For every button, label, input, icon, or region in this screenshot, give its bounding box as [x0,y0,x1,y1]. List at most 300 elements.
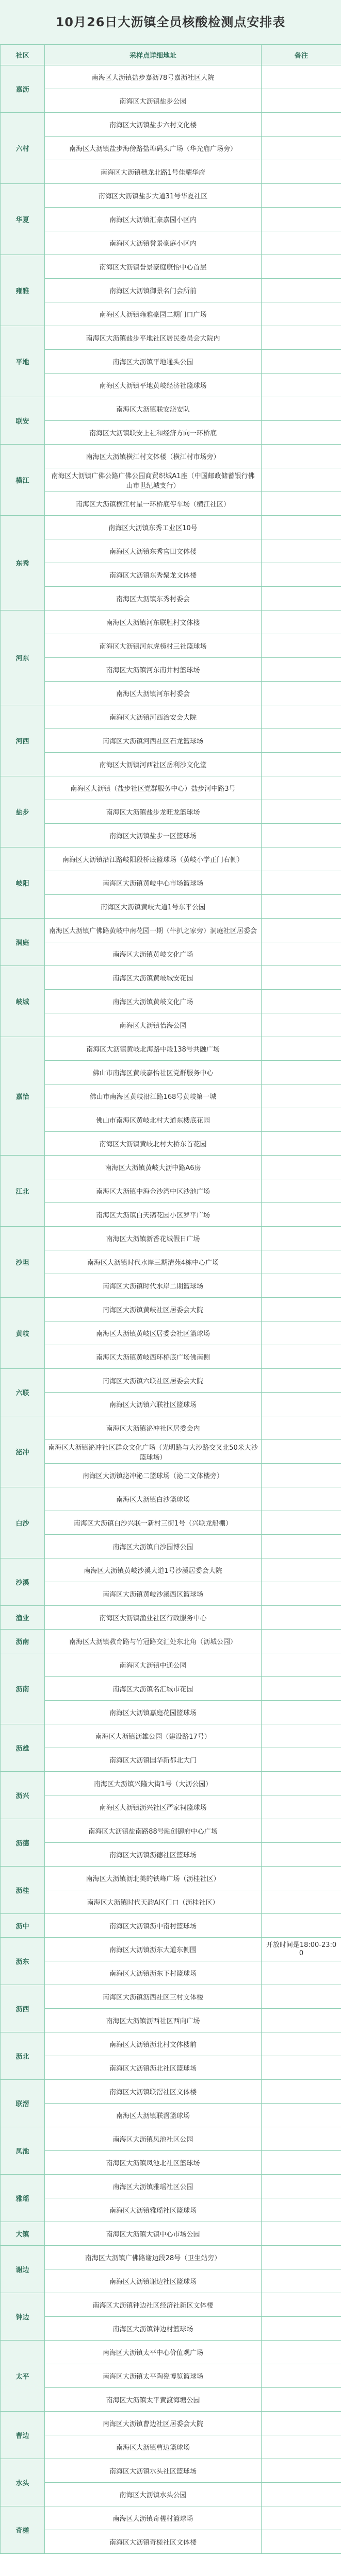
note-cell [262,705,341,729]
address-cell: 南海区大沥镇沥中南村篮球场 [45,1914,262,1938]
address-cell: 南海区大沥镇平地黄岐经济社篮球场 [45,374,262,397]
note-cell [262,1179,341,1203]
note-cell [262,492,341,516]
note-cell [262,1108,341,1132]
address-cell: 南海区大沥镇联安泌安队 [45,397,262,421]
note-cell [262,1582,341,1606]
note-cell [262,468,341,492]
table-row [1,966,341,990]
table-row [1,2293,341,2317]
address-cell: 南海区大沥镇中通公园 [45,1653,262,1677]
table-row [1,919,341,942]
address-cell: 南海区大沥镇沥西社区三村文体楼 [45,1985,262,2009]
community-cell: 雍雅 [1,255,45,326]
table-row [1,1487,341,1511]
table-row [1,445,341,468]
address-cell: 南海区大沥镇太平黄渡海塘公园 [45,2388,262,2412]
table-row [1,2364,341,2388]
note-cell [262,279,341,302]
table-row [1,2483,341,2506]
table-row [1,1132,341,1156]
table-row [1,539,341,563]
community-cell: 太平 [1,2341,45,2412]
address-cell: 南海区大沥镇六联社区居委会大院 [45,1369,262,1393]
address-cell: 佛山市南海区黄岐沿江路168号黄岐第一城 [45,1084,262,1108]
note-cell [262,1724,341,1748]
note-cell [262,2506,341,2530]
address-cell: 南海区大沥镇东秀官田文体楼 [45,539,262,563]
note-cell [262,1914,341,1938]
address-cell: 南海区大沥镇白沙园博公园 [45,1535,262,1558]
address-cell: 南海区大沥镇黄岐沙溪大道1号沙溪居委会大院 [45,1558,262,1582]
community-cell: 横江 [1,445,45,516]
community-cell: 盐步 [1,776,45,848]
table-row [1,705,341,729]
address-cell: 南海区大沥镇沥德社区篮球场 [45,1843,262,1867]
note-cell [262,2388,341,2412]
note-cell [262,539,341,563]
table-row [1,1061,341,1084]
community-cell: 岐城 [1,966,45,1037]
table-row [1,1772,341,1795]
note-cell [262,1345,341,1369]
table-row [1,895,341,919]
note-cell [262,2412,341,2435]
address-cell: 南海区大沥镇东秀工业区10号 [45,516,262,539]
community-cell: 六村 [1,113,45,184]
table-row [1,2009,341,2032]
table-row [1,397,341,421]
note-cell [262,1037,341,1061]
address-cell: 南海区大沥镇奇槎社区文体楼 [45,2530,262,2554]
note-cell [262,2080,341,2104]
note-cell [262,2483,341,2506]
community-cell: 白沙 [1,1487,45,1558]
note-cell [262,1772,341,1795]
address-cell: 南海区大沥镇凤池北社区篮球场 [45,2151,262,2175]
note-cell [262,65,341,89]
table-row [1,160,341,184]
table-row [1,2056,341,2080]
note-cell [262,1156,341,1179]
table-row [1,65,341,89]
community-cell: 沙溪 [1,1558,45,1606]
note-cell [262,800,341,824]
note-cell [262,1250,341,1274]
note-cell [262,2341,341,2364]
table-row [1,1156,341,1179]
note-cell [262,2222,341,2246]
note-cell [262,1274,341,1298]
header-community: 社区 [1,45,45,65]
community-cell: 嘉沥 [1,65,45,113]
table-row [1,208,341,231]
table-row [1,800,341,824]
community-cell: 水头 [1,2459,45,2506]
table-row [1,1630,341,1653]
note-cell [262,871,341,895]
note-cell [262,1511,341,1535]
table-row [1,942,341,966]
table-row [1,1393,341,1416]
table-row [1,2151,341,2175]
community-cell: 六联 [1,1369,45,1416]
address-cell: 南海区大沥镇誉景豪庭康怡中心首层 [45,255,262,279]
community-cell: 沥雄 [1,1724,45,1772]
address-cell: 南海区大沥镇沥西社区西向广场 [45,2009,262,2032]
address-cell: 南海区大沥镇白天鹅花园小区罗平广场 [45,1203,262,1227]
address-cell: 南海区大沥镇水头社区篮球场 [45,2459,262,2483]
note-cell [262,2269,341,2293]
address-cell: 南海区大沥镇时代水岸三期清苑4栋中心广场 [45,1250,262,1274]
community-cell: 奇槎 [1,2506,45,2554]
note-cell [262,1843,341,1867]
address-cell: 南海区大沥镇东秀村委会 [45,587,262,611]
address-cell: 南海区大沥镇黄岐大道1号东平公园 [45,895,262,919]
table-row [1,2032,341,2056]
table-row [1,1985,341,2009]
community-cell: 泌冲 [1,1416,45,1487]
community-cell: 联滘 [1,2080,45,2127]
address-cell: 南海区大沥镇横江村星一环桥底停车场（横江社区） [45,492,262,516]
address-cell: 南海区大沥镇汇豪嘉园小区内 [45,208,262,231]
community-cell: 嘉怡 [1,1037,45,1156]
note-cell [262,2364,341,2388]
table-row [1,729,341,753]
table-row [1,1724,341,1748]
table-row [1,2317,341,2341]
address-cell: 南海区大沥镇国华新都北大门 [45,1748,262,1772]
address-cell: 南海区大沥镇沥北美的铁峰广场（沥桂社区） [45,1867,262,1890]
note-cell [262,160,341,184]
table-row [1,231,341,255]
table-row [1,1179,341,1203]
address-cell: 南海区大沥镇盐步六村文化楼 [45,113,262,137]
table-row [1,1606,341,1630]
address-cell: 南海区大沥镇渔业社区行政服务中心 [45,1606,262,1630]
table-row [1,2388,341,2412]
table-row [1,1867,341,1890]
address-cell: 南海区大沥镇穗龙北路1号佳耀华府 [45,160,262,184]
note-cell [262,2175,341,2198]
note-cell [262,1701,341,1724]
address-cell: 南海区大沥镇沿江路岐阳段桥底篮球场（黄岐小学正门右侧） [45,848,262,871]
note-cell [262,966,341,990]
note-cell [262,1132,341,1156]
note-cell [262,776,341,800]
note-cell [262,1535,341,1558]
community-cell: 凤池 [1,2127,45,2175]
table-row [1,2104,341,2127]
community-cell: 大镇 [1,2222,45,2246]
table-row [1,990,341,1013]
note-cell [262,1013,341,1037]
address-cell: 南海区大沥镇曹边社区居委会大院 [45,2412,262,2435]
note-cell [262,634,341,658]
table-row [1,1369,341,1393]
note-cell [262,753,341,776]
table-row [1,1748,341,1772]
note-cell [262,1440,341,1464]
note-cell [262,1487,341,1511]
address-cell: 南海区大沥镇泌冲社区群众文化广场（光明路与大沙路交叉北50米大沙篮球场） [45,1440,262,1464]
table-row [1,1298,341,1321]
table-row [1,2127,341,2151]
address-cell: 南海区大沥镇盐步嘉沥78号嘉沥社区大院 [45,65,262,89]
note-cell [262,1795,341,1819]
table-row [1,1321,341,1345]
note-cell [262,1393,341,1416]
note-cell [262,255,341,279]
note-cell [262,2246,341,2269]
community-cell: 河西 [1,705,45,776]
address-cell: 南海区大沥镇兴隆大街1号（大沥公园） [45,1772,262,1795]
address-cell: 南海区大沥镇太平中心价值观广场 [45,2341,262,2364]
header-note: 备注 [262,45,341,65]
community-cell: 渔业 [1,1606,45,1630]
table-row [1,1677,341,1701]
community-cell: 曹边 [1,2412,45,2459]
table-row [1,1013,341,1037]
community-cell: 东秀 [1,516,45,611]
address-cell: 南海区大沥镇黄岐北村大桥东首花园 [45,1132,262,1156]
address-cell: 南海区大沥镇河西治安会大院 [45,705,262,729]
address-cell: 南海区大沥镇白沙兴联一新村三街1号（兴联龙船棚） [45,1511,262,1535]
address-cell: 南海区大沥镇盐步一区篮球场 [45,824,262,848]
note-cell [262,1819,341,1843]
address-cell: 南海区大沥镇沥东大道东侧围 [45,1938,262,1961]
community-cell: 沥东 [1,1938,45,1985]
table-row [1,2222,341,2246]
note-cell [262,1203,341,1227]
address-cell: 南海区大沥镇御景名门会所前 [45,279,262,302]
address-cell: 南海区大沥镇时代水岸二期篮球场 [45,1274,262,1298]
note-cell [262,89,341,113]
address-cell: 南海区大沥镇盐步平地社区居民委员会大院内 [45,326,262,350]
table-row [1,1345,341,1369]
address-cell: 南海区大沥镇怡海公园 [45,1013,262,1037]
address-cell: 南海区大沥镇黄岐北海路中段138号共融广场 [45,1037,262,1061]
note-cell [262,1748,341,1772]
address-cell: 南海区大沥镇教育路与竹冠路交汇处东北角（沥城公园） [45,1630,262,1653]
table-row [1,326,341,350]
note-cell [262,397,341,421]
address-cell: 南海区大沥镇盐南路88号融创御府中心广场 [45,1819,262,1843]
table-row [1,516,341,539]
community-cell: 江北 [1,1156,45,1227]
table-row [1,1819,341,1843]
community-cell: 黄岐 [1,1298,45,1369]
community-cell: 沥北 [1,2032,45,2080]
address-cell: 南海区大沥镇黄岐城安花园 [45,966,262,990]
note-cell [262,824,341,848]
table-row [1,2412,341,2435]
address-cell: 南海区大沥镇大镇中心市场公园 [45,2222,262,2246]
schedule-body [1,65,341,2554]
table-row [1,1890,341,1914]
address-cell: 南海区大沥镇奇槎村篮球场 [45,2506,262,2530]
address-cell: 南海区大沥镇嘉庭花园篮球场 [45,1701,262,1724]
note-cell [262,990,341,1013]
table-row [1,658,341,682]
note-cell [262,2009,341,2032]
table-row [1,2198,341,2222]
table-row [1,350,341,374]
note-cell [262,184,341,208]
page-title: 10月26日大沥镇全员核酸检测点安排表 [0,0,341,44]
address-cell: 南海区大沥镇中海金沙湾中区沙池广场 [45,1179,262,1203]
table-row [1,2530,341,2554]
note-cell: 开放时间是18:00-23:00 [262,1938,341,1961]
note-cell [262,516,341,539]
address-cell: 南海区大沥镇盐步海傍路盐埠码头广场（华光庙广场旁） [45,137,262,160]
table-row [1,1843,341,1867]
community-cell: 雅瑶 [1,2175,45,2222]
table-row [1,2341,341,2364]
address-cell: 南海区大沥镇沥兴社区严家祠篮球场 [45,1795,262,1819]
note-cell [262,658,341,682]
community-cell: 沥南 [1,1630,45,1653]
address-cell: 南海区大沥镇新香花城假日广场 [45,1227,262,1250]
table-row [1,113,341,137]
table-row [1,1108,341,1132]
address-cell: 南海区大沥镇泌冲泌二篮球场（泌二文体楼旁） [45,1464,262,1487]
table-row [1,1440,341,1464]
table-row [1,634,341,658]
community-cell: 沥兴 [1,1772,45,1819]
address-cell: 南海区大沥镇联滘社区文体楼 [45,2080,262,2104]
address-cell: 南海区大沥镇河东联胜村文体楼 [45,611,262,634]
table-row [1,184,341,208]
community-cell: 沥西 [1,1985,45,2032]
note-cell [262,682,341,705]
address-cell: 南海区大沥镇广佛路谢边段28号（卫生站旁） [45,2246,262,2269]
address-cell: 南海区大沥镇横江村文体楼（横江村市场旁） [45,445,262,468]
community-cell: 沥桂 [1,1867,45,1914]
address-cell: 南海区大沥镇钟边村篮球场 [45,2317,262,2341]
note-cell [262,2056,341,2080]
note-cell [262,2198,341,2222]
table-row [1,1037,341,1061]
address-cell: 南海区大沥镇河东村委会 [45,682,262,705]
note-cell [262,2104,341,2127]
address-cell: 南海区大沥镇黄岐大沥中路A6房 [45,1156,262,1179]
address-cell: 南海区大沥镇白沙篮球场 [45,1487,262,1511]
address-cell: 南海区大沥镇黄岐文化广场 [45,990,262,1013]
community-cell: 华夏 [1,184,45,255]
address-cell: 南海区大沥镇沥东下村篮球场 [45,1961,262,1985]
address-cell: 南海区大沥镇曹边篮球场 [45,2435,262,2459]
address-cell: 南海区大沥镇沥雄公园（建设路17号） [45,1724,262,1748]
address-cell: 南海区大沥镇黄岐沙溪西区篮球场 [45,1582,262,1606]
address-cell: 南海区大沥镇钟边社区经济社新区文体楼 [45,2293,262,2317]
note-cell [262,302,341,326]
table-row [1,871,341,895]
community-cell: 联安 [1,397,45,445]
table-row [1,1914,341,1938]
address-cell: 南海区大沥镇广佛路黄岐中南花园一期（牛扒之家旁）洞庭社区居委会 [45,919,262,942]
table-row [1,2459,341,2483]
note-cell [262,1227,341,1250]
table-row [1,848,341,871]
table-row [1,2080,341,2104]
community-cell: 沙坦 [1,1227,45,1298]
table-row [1,1203,341,1227]
address-cell: 南海区大沥镇广佛公路广佛公园商贸织城A1座（中国邮政储蓄银行佛山市世纪城支行） [45,468,262,492]
address-cell: 南海区大沥镇河东南井村篮球场 [45,658,262,682]
address-cell: 佛山市南海区黄岐北村大道东楼底花园 [45,1108,262,1132]
note-cell [262,350,341,374]
note-cell [262,1630,341,1653]
address-cell: 南海区大沥镇太平陶瓷博览篮球场 [45,2364,262,2388]
header-address: 采样点详细地址 [45,45,262,65]
address-cell: 南海区大沥镇东秀聚龙文体楼 [45,563,262,587]
table-row [1,374,341,397]
note-cell [262,326,341,350]
note-cell [262,1084,341,1108]
note-cell [262,1961,341,1985]
table-row [1,1582,341,1606]
table-row [1,1795,341,1819]
note-cell [262,2151,341,2175]
address-cell: 南海区大沥镇雍雅豪园二期门口广场 [45,302,262,326]
address-cell: 南海区大沥镇凤池社区公园 [45,2127,262,2151]
table-row [1,1084,341,1108]
note-cell [262,421,341,445]
note-cell [262,587,341,611]
address-cell: 南海区大沥镇黄岐中心市场篮球场 [45,871,262,895]
note-cell [262,1653,341,1677]
table-row [1,563,341,587]
note-cell [262,2293,341,2317]
table-row [1,89,341,113]
address-cell: 南海区大沥镇雅瑶社区公园 [45,2175,262,2198]
table-row [1,2175,341,2198]
address-cell: 南海区大沥镇盐步龙旺龙篮球场 [45,800,262,824]
community-cell: 谢边 [1,2246,45,2293]
note-cell [262,919,341,942]
note-cell [262,1867,341,1890]
address-cell: 南海区大沥镇平地通头公园 [45,350,262,374]
table-row [1,1535,341,1558]
address-cell: 南海区大沥镇黄岐文化广场 [45,942,262,966]
address-cell: 南海区大沥镇盐步大道31号华夏社区 [45,184,262,208]
address-cell: 南海区大沥镇河东虎榜村三社篮球场 [45,634,262,658]
community-cell: 洞庭 [1,919,45,966]
table-row [1,776,341,800]
table-row [1,302,341,326]
note-cell [262,231,341,255]
address-cell: 南海区大沥镇水头公园 [45,2483,262,2506]
table-row [1,2269,341,2293]
table-row [1,1227,341,1250]
community-cell: 钟边 [1,2293,45,2341]
community-cell: 沥中 [1,1914,45,1938]
note-cell [262,137,341,160]
address-cell: 南海区大沥镇沥北社区篮球场 [45,2056,262,2080]
table-row [1,611,341,634]
table-row [1,1653,341,1677]
note-cell [262,1677,341,1701]
table-row [1,1701,341,1724]
address-cell: 南海区大沥镇六联社区篮球场 [45,1393,262,1416]
note-cell [262,2530,341,2554]
table-row [1,1511,341,1535]
note-cell [262,848,341,871]
address-cell: 南海区大沥镇谢边社区篮球场 [45,2269,262,2293]
table-row [1,492,341,516]
address-cell: 南海区大沥镇（盐步社区党群服务中心）盐步河中路3号 [45,776,262,800]
